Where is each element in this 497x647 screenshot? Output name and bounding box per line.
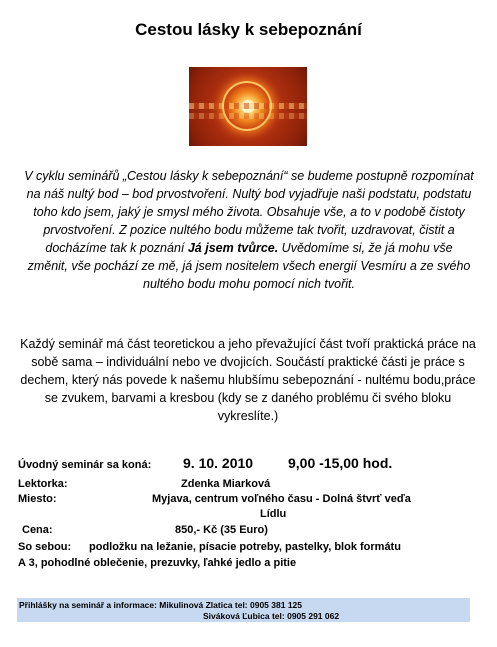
description-paragraph: Každý seminář má část teoretickou a jeho převažující část tvoří praktická práce na sobě sama – individuální nebo ve dvojicích. Součástí praktické části je práce s dechem, který nás povede k našemu hlubšímu sebepoznání - nultému bodu,práce se zvukem, barvami a kresbou (kdy se z daného problému či svého bloku vykreslíte.) [20,337,476,423]
contact-line-2: Siváková Ľubica tel: 0905 291 062 [203,611,340,621]
place-line-1: Myjava, centrum voľného času - Dolná štvrť veďa [152,493,411,505]
contact-line-1: Přihlášky na seminář a informace: Mikulinová Zlatica tel: 0905 381 125 [19,600,302,610]
lecturer-name: Zdenka Miarková [181,478,271,490]
intro-paragraph [24,167,474,293]
bring-line-2: A 3, pohodlné oblečenie, prezuvky, ľahké jedlo a pitie [18,557,297,569]
intro-text-part1: V cyklu seminářů „Cestou lásky k sebepoznání“ se budeme postupně rozpomínat na náš nultý bod – bod prvostvoření. Nultý bod vyjadřuje naši podstatu, podstatu toho kdo jsem, jaký je smysl mého života. Obsahuje vše, a to v podobě čistoty prvostvoření. Z pozice nultého bodu můžeme tak tvořit, uzdravovat, čistit a docházíme tak k poznání [24,169,474,255]
contact-footer [17,598,470,622]
hero-image [189,67,307,146]
place-line-2: Lídlu [260,508,287,520]
document-title: Cestou lásky k sebepoznání [135,20,362,39]
price-label: Cena: [22,524,53,536]
intro-text-part2: Uvědomíme si, že já mohu vše změnit, vše pochází ze mě, já jsem nositelem všech energií Vesmíru a ze svého nultého bodu mohu pomocí nich tvořit. [27,241,471,291]
bring-label: So sebou: [18,541,72,553]
price-value: 850,- Kč (35 Euro) [175,524,268,536]
seminar-time: 9,00 -15,00 hod. [288,455,393,471]
seminar-date: 9. 10. 2010 [183,455,254,471]
hero-ring [224,83,270,129]
lecturer-label: Lektorka: [18,478,68,490]
intro-seminar-label: Úvodný seminár sa koná: [18,459,152,471]
place-label: Miesto: [18,493,57,505]
intro-text-bold: Já jsem tvůrce. [187,241,279,255]
bring-line-1: podložku na ležanie, písacie potreby, pastelky, blok formátu [89,541,401,553]
